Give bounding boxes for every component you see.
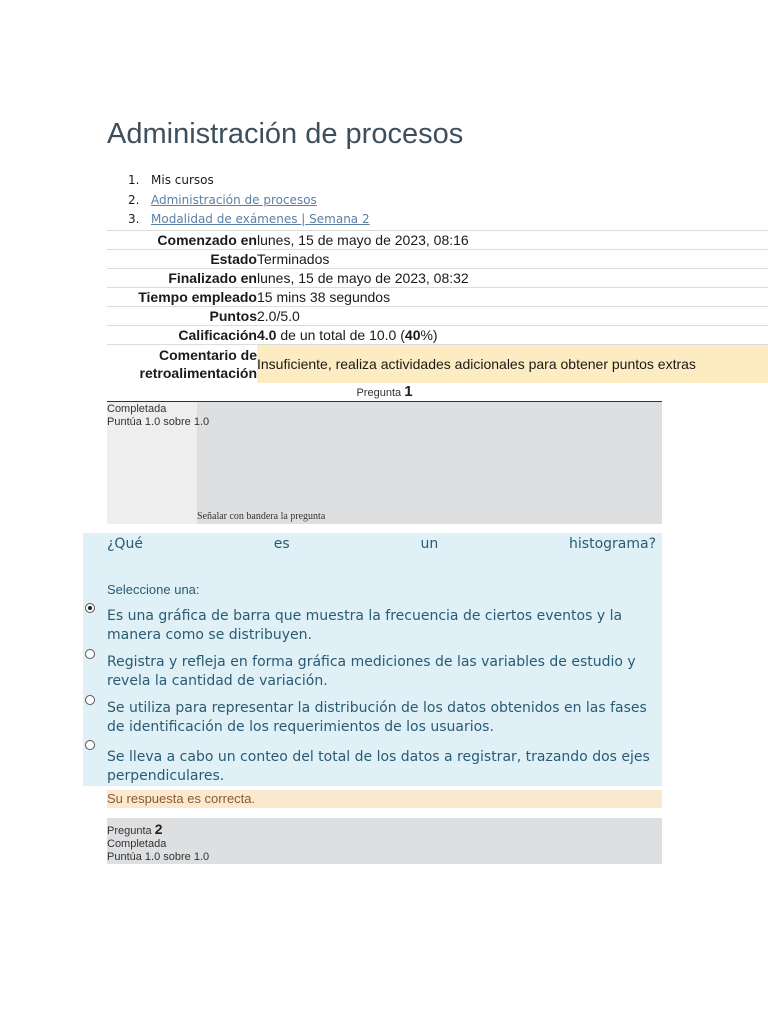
- feedback-label: [107, 345, 257, 384]
- finished-value: lunes, 15 de mayo de 2023, 08:32: [257, 269, 768, 288]
- breadcrumb-number: 3.: [128, 212, 140, 226]
- question-text: ¿Qué es un histograma?: [107, 536, 656, 552]
- attempt-summary-table: [107, 230, 768, 383]
- breadcrumb-number: 2.: [128, 192, 140, 207]
- radio-button[interactable]: [85, 740, 95, 750]
- question-prefix: Pregunta: [107, 825, 152, 837]
- question-score: Puntúa 1.0 sobre 1.0: [107, 851, 210, 863]
- question-status: Completada: [107, 403, 167, 415]
- question-number: 1: [404, 383, 413, 400]
- radio-button-selected[interactable]: [85, 603, 95, 613]
- question-status: Completada: [107, 838, 167, 850]
- summary-row-points: [107, 307, 768, 326]
- breadcrumb-link-course[interactable]: Administración de procesos: [151, 192, 317, 207]
- feedback-label-line2: retroalimentación: [139, 365, 257, 381]
- question-score: Puntúa 1.0 sobre 1.0: [107, 416, 210, 428]
- state-label: Estado: [107, 250, 257, 269]
- question-2-header: [107, 821, 163, 837]
- summary-row-state: [107, 250, 768, 269]
- answer-option-label: Se lleva a cabo un conteo del total de los datos a registrar, trazando dos ejes perpendiculares.: [107, 749, 650, 784]
- answer-option-label: Se utiliza para representar la distribución de los datos obtenidos en las fases de identificación de los requerimientos de los usuarios.: [107, 700, 647, 735]
- time-label: Tiempo empleado: [107, 288, 257, 307]
- started-value: lunes, 15 de mayo de 2023, 08:16: [257, 231, 768, 250]
- grade-percent: 40: [404, 327, 421, 343]
- flag-question-link[interactable]: Señalar con bandera la pregunta: [197, 511, 326, 522]
- grade-end: %): [420, 327, 438, 343]
- grade-value: [257, 326, 768, 345]
- summary-row-finished: [107, 269, 768, 288]
- question-1-header: [107, 383, 662, 400]
- select-one-prompt: Seleccione una:: [107, 582, 200, 597]
- breadcrumb-link-exam[interactable]: Modalidad de exámenes | Semana 2: [151, 212, 370, 226]
- answer-option-label: Registra y refleja en forma gráfica mediciones de las variables de estudio y revela la cantidad de variación.: [107, 654, 636, 689]
- radio-button[interactable]: [85, 649, 95, 659]
- breadcrumb-label: Mis cursos: [151, 173, 214, 187]
- page-title: Administración de procesos: [107, 118, 464, 150]
- question-prefix: Pregunta: [356, 387, 402, 399]
- grade-label: Calificación: [107, 326, 257, 345]
- feedback-label-line1: Comentario de: [158, 347, 257, 363]
- finished-label: Finalizado en: [107, 269, 257, 288]
- question-number: 2: [154, 821, 163, 837]
- state-value: Terminados: [257, 250, 768, 269]
- summary-row-started: [107, 231, 768, 250]
- points-label: Puntos: [107, 307, 257, 326]
- summary-row-grade: [107, 326, 768, 345]
- time-value: 15 mins 38 segundos: [257, 288, 768, 307]
- breadcrumb-item-exam[interactable]: [128, 210, 370, 230]
- points-value: 2.0/5.0: [257, 307, 768, 326]
- breadcrumb-item-mis-cursos: [128, 171, 370, 191]
- answer-option-label: Es una gráfica de barra que muestra la frecuencia de ciertos eventos y la manera como se distribuyen.: [107, 608, 623, 643]
- question-1-info: [107, 402, 662, 524]
- grade-score: 4.0: [257, 327, 277, 343]
- breadcrumb-number: 1.: [128, 173, 140, 187]
- feedback-value: Insuficiente, realiza actividades adicionales para obtener puntos extras: [257, 345, 768, 384]
- answer-feedback: Su respuesta es correcta.: [107, 790, 662, 808]
- question-1-body: [83, 533, 662, 786]
- started-label: Comenzado en: [107, 231, 257, 250]
- summary-row-feedback: [107, 345, 768, 384]
- radio-button[interactable]: [85, 695, 95, 705]
- breadcrumb: [128, 171, 370, 230]
- question-2-info: [107, 818, 662, 864]
- breadcrumb-item-course[interactable]: [128, 191, 370, 211]
- grade-middle: de un total de 10.0 (: [276, 327, 405, 343]
- summary-row-time: [107, 288, 768, 307]
